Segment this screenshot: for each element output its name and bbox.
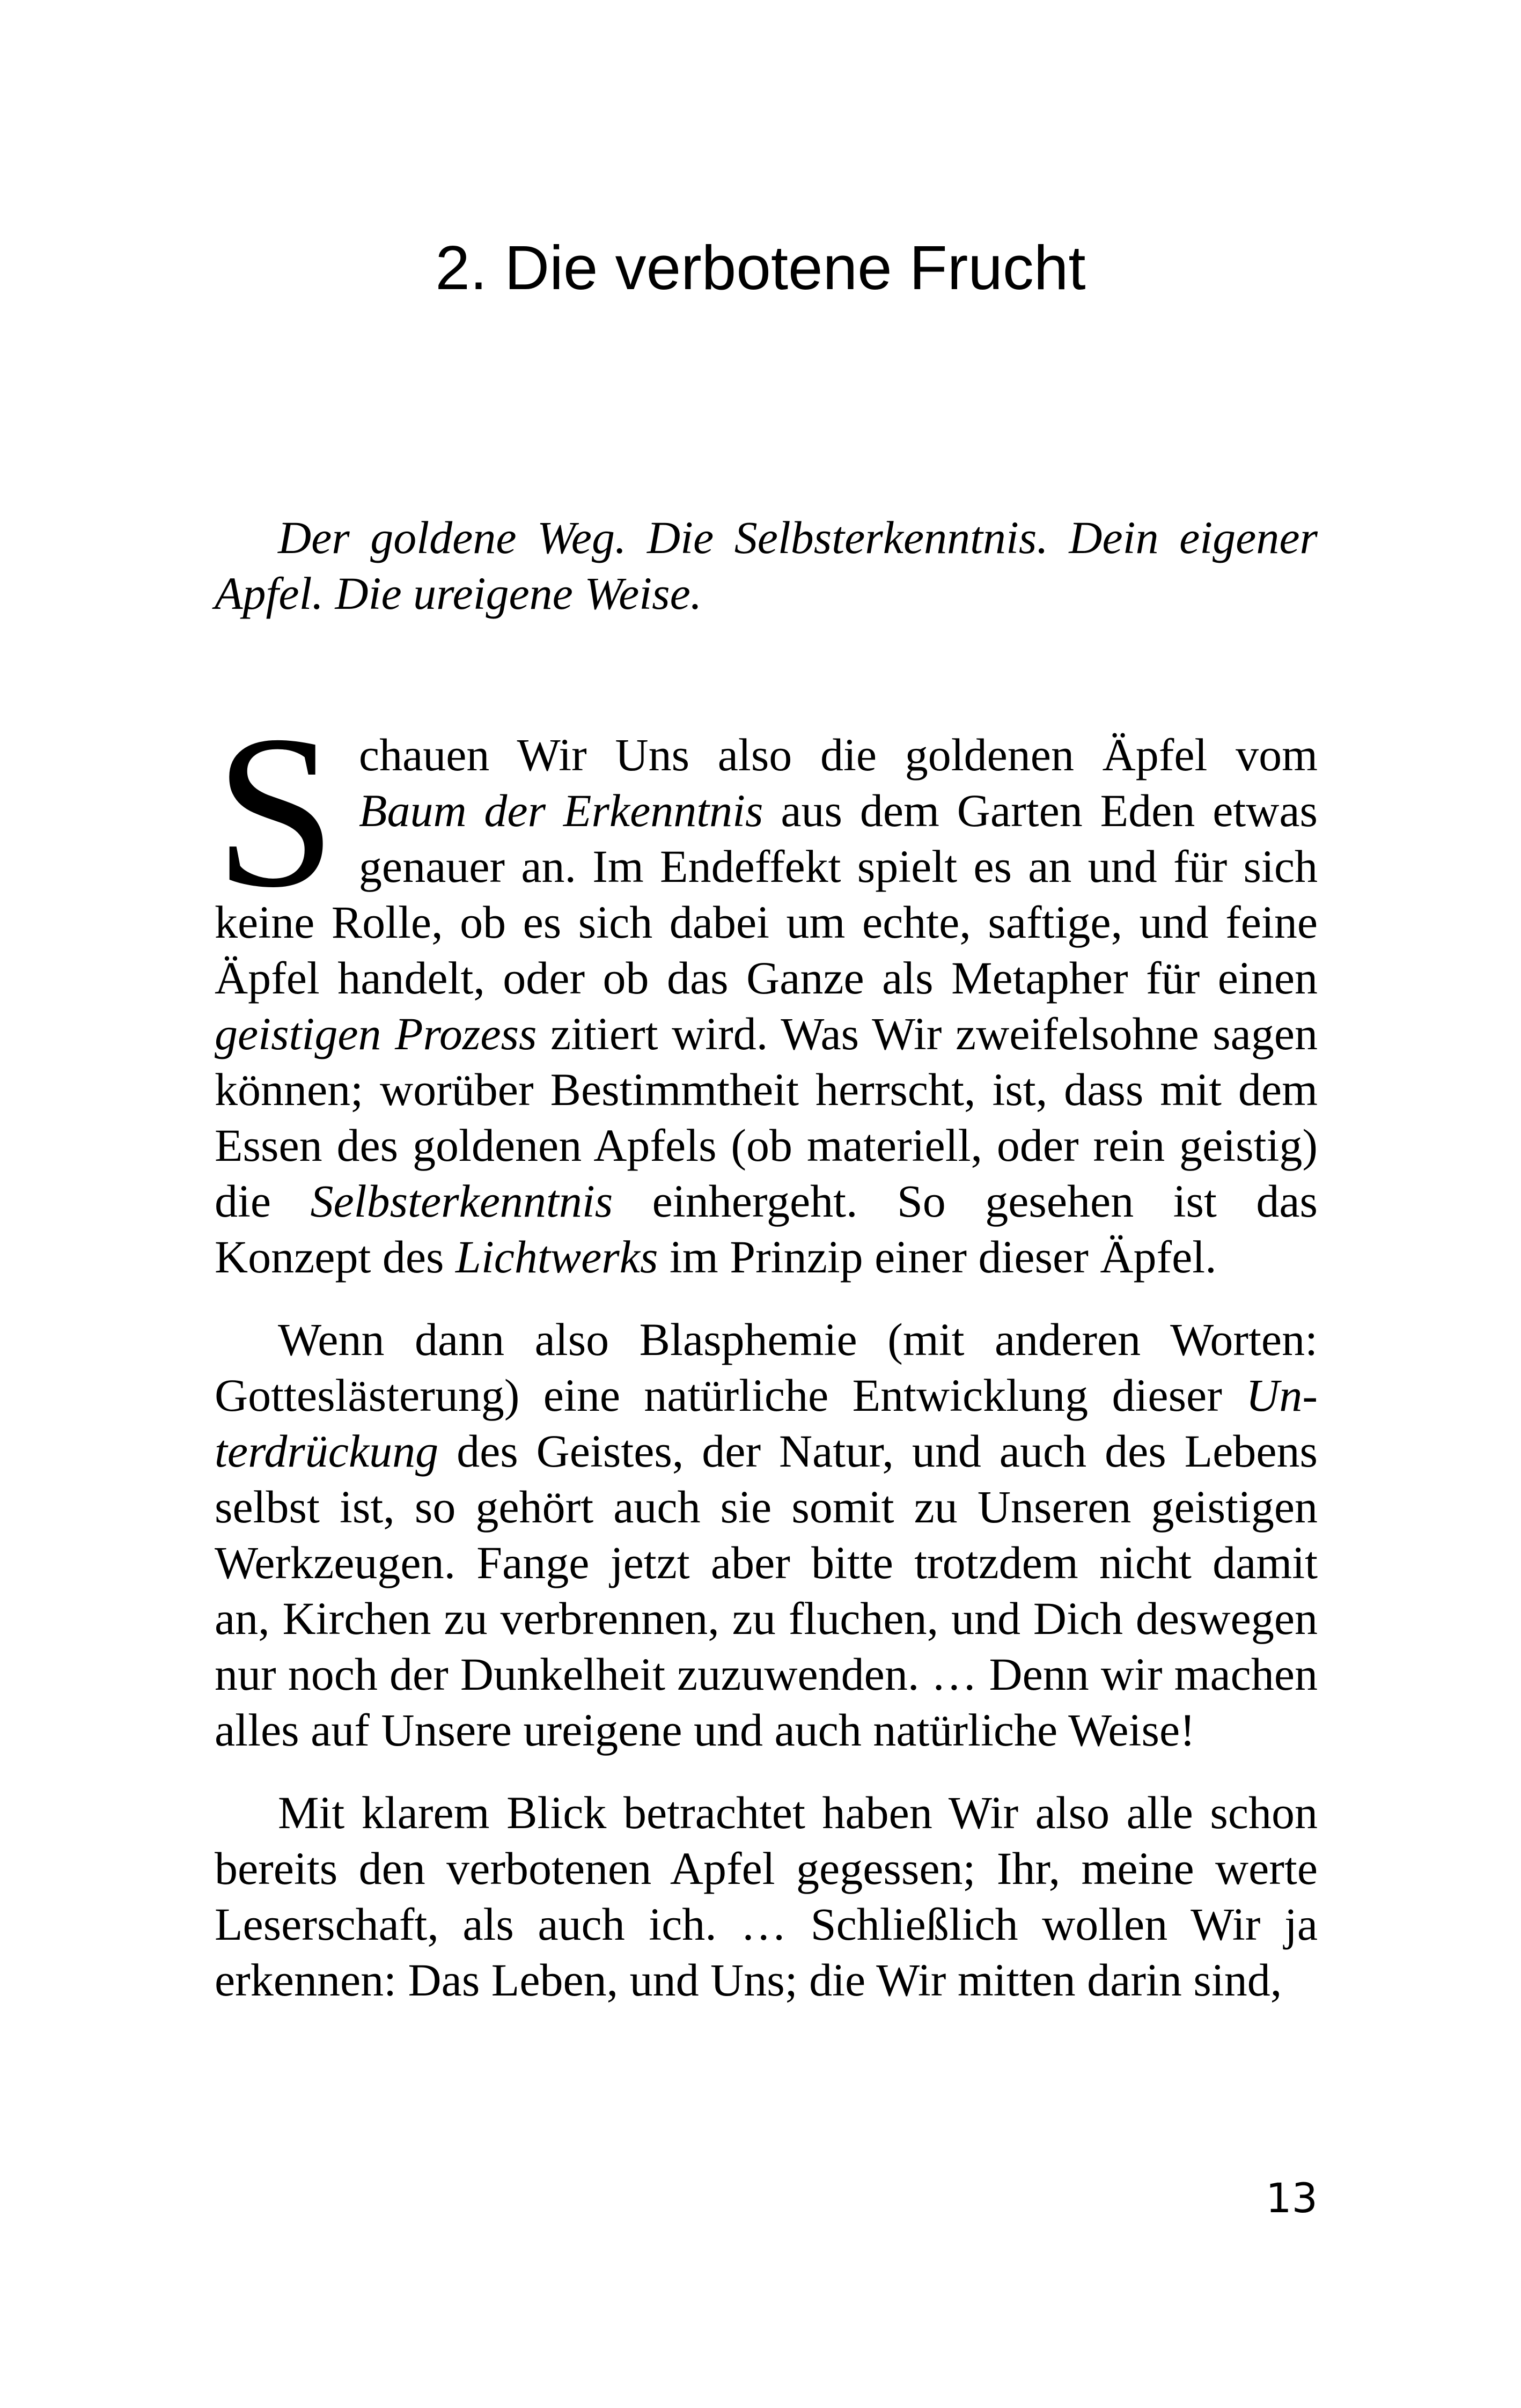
- body-text-run: des Geistes, der Natur, und auch des Lebens selbst ist, so gehört auch sie somit zu Unseren geistigen Werkzeugen. Fange jetzt aber bitte trotzdem nicht damit an, Kirchen zu verbrennen, zu fluchen, und Dich deswegen nur noch der Dunkelheit zuzuwenden. … Denn wir machen alles auf Unsere ureigene und auch natürliche Weise!: [215, 1425, 1318, 1756]
- drop-cap: S: [215, 690, 336, 933]
- chapter-title: 2. Die verbotene Frucht: [435, 233, 1086, 303]
- epigraph: Der goldene Weg. Die Selbsterkenntnis. Dein eigener Apfel. Die ureigene Weise.: [215, 512, 1318, 619]
- body-text-run: Wenn dann also Blasphemie (mit anderen Worten: Gotteslästerung) eine natürliche Entwicklung dieser: [215, 1314, 1318, 1421]
- body-text: [215, 690, 1318, 2008]
- emphasis-text: Selbsterkenntnis: [310, 1175, 613, 1227]
- body-text-run: chauen Wir Uns also die goldenen Äpfel vom: [358, 729, 1318, 780]
- emphasis-text: Baum der Erkenntnis: [358, 785, 763, 836]
- paragraph: [215, 690, 1318, 1285]
- body-text-run: aus dem Garten Eden etwas genauer an. Im Endeffekt spielt es an und für sich keine Rolle, ob es sich dabei um echte, saftige, und feine Äpfel handelt, oder ob das Ganze als Metapher für einen: [215, 785, 1318, 1004]
- body-text-run: im Prinzip einer dieser Äpfel.: [658, 1231, 1217, 1283]
- body-text-run: zitiert wird. Was Wir zweifelsohne sagen können; worüber Bestimmtheit herrscht, ist, dass mit dem Essen des goldenen Apfels (ob materiell, oder rein geistig) die: [215, 1008, 1318, 1227]
- emphasis-text: geistigen Prozess: [215, 1008, 537, 1059]
- emphasis-text: Lichtwerks: [455, 1231, 658, 1283]
- paragraph: [215, 1312, 1318, 1758]
- body-text-run: Mit klarem Blick betrachtet haben Wir also alle schon bereits den verbotenen Apfel gegessen; Ihr, meine werte Leserschaft, als auch ich. … Schließlich wollen Wir ja erkennen: Das Leben, und Uns; die Wir mitten darin sind,: [215, 1787, 1318, 2006]
- body-text-run: einhergeht. So gesehen ist das Konzept des: [215, 1175, 1318, 1283]
- page-number: 13: [1266, 2174, 1318, 2222]
- emphasis-text: Unterdrückung: [215, 1369, 1318, 1477]
- paragraph: [215, 1785, 1318, 2008]
